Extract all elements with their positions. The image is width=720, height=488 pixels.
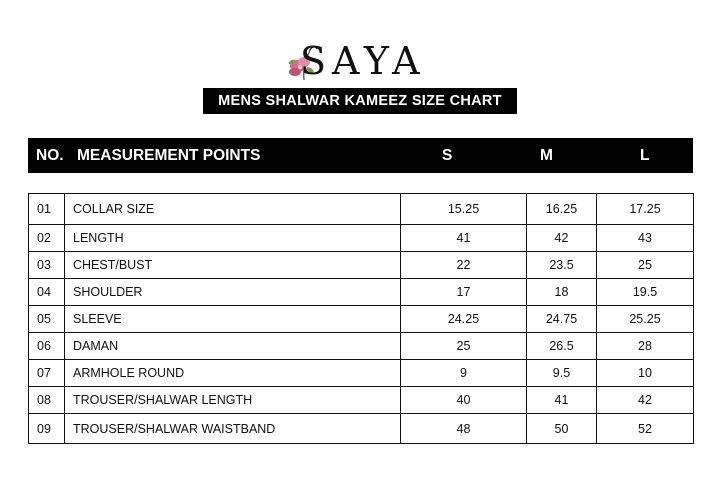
value-m: 9.5: [527, 360, 597, 387]
value-s: 9: [401, 360, 527, 387]
row-number: 02: [29, 225, 65, 252]
row-label: TROUSER/SHALWAR WAISTBAND: [65, 414, 401, 444]
row-label: SLEEVE: [65, 306, 401, 333]
value-m: 16.25: [527, 194, 597, 225]
value-l: 28: [597, 333, 694, 360]
value-m: 24.75: [527, 306, 597, 333]
row-label: ARMHOLE ROUND: [65, 360, 401, 387]
value-l: 42: [597, 387, 694, 414]
size-table: [28, 193, 694, 444]
chart-title: MENS SHALWAR KAMEEZ SIZE CHART: [203, 88, 517, 114]
header-measurement: MEASUREMENT POINTS: [77, 147, 261, 164]
value-s: 48: [401, 414, 527, 444]
row-label: LENGTH: [65, 225, 401, 252]
value-l: 25: [597, 252, 694, 279]
brand-name: SAYA: [300, 39, 426, 83]
value-m: 18: [527, 279, 597, 306]
row-number: 03: [29, 252, 65, 279]
table-row: [29, 333, 694, 360]
row-number: 05: [29, 306, 65, 333]
value-m: 50: [527, 414, 597, 444]
value-l: 43: [597, 225, 694, 252]
row-label: DAMAN: [65, 333, 401, 360]
value-l: 52: [597, 414, 694, 444]
value-l: 19.5: [597, 279, 694, 306]
row-number: 04: [29, 279, 65, 306]
table-row: [29, 414, 694, 444]
value-m: 23.5: [527, 252, 597, 279]
table-row: [29, 279, 694, 306]
value-l: 10: [597, 360, 694, 387]
value-l: 17.25: [597, 194, 694, 225]
row-number: 06: [29, 333, 65, 360]
value-s: 40: [401, 387, 527, 414]
value-s: 25: [401, 333, 527, 360]
table-row: [29, 225, 694, 252]
value-m: 41: [527, 387, 597, 414]
table-row: [29, 306, 694, 333]
value-m: 26.5: [527, 333, 597, 360]
header-size-l: L: [640, 147, 650, 164]
row-label: CHEST/BUST: [65, 252, 401, 279]
brand-logo: [286, 36, 434, 86]
table-row: [29, 387, 694, 414]
row-number: 07: [29, 360, 65, 387]
row-label: TROUSER/SHALWAR LENGTH: [65, 387, 401, 414]
value-l: 25.25: [597, 306, 694, 333]
value-s: 17: [401, 279, 527, 306]
table-header: [28, 138, 693, 173]
value-s: 22: [401, 252, 527, 279]
row-number: 08: [29, 387, 65, 414]
row-label: SHOULDER: [65, 279, 401, 306]
table-row: [29, 360, 694, 387]
header-no: NO.: [36, 147, 64, 164]
value-s: 41: [401, 225, 527, 252]
row-number: 01: [29, 194, 65, 225]
header-size-m: M: [540, 147, 553, 164]
row-label: COLLAR SIZE: [65, 194, 401, 225]
value-s: 24.25: [401, 306, 527, 333]
value-m: 42: [527, 225, 597, 252]
row-number: 09: [29, 414, 65, 444]
table-row: [29, 194, 694, 225]
value-s: 15.25: [401, 194, 527, 225]
header-size-s: S: [442, 147, 453, 164]
table-row: [29, 252, 694, 279]
